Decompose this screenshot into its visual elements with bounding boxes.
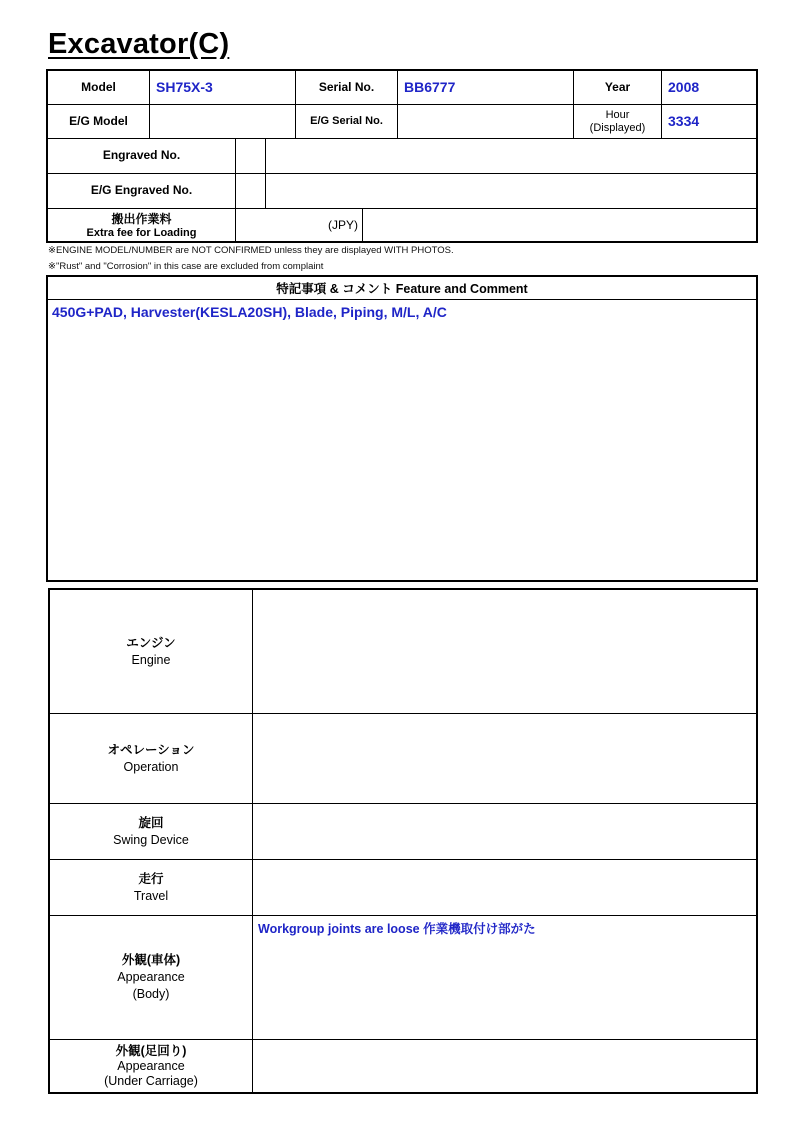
loading-fee-label [48,209,236,243]
hour-label [574,105,662,139]
section-operation-jp: オペレーション [107,742,195,757]
serial-label: Serial No. [296,71,398,105]
hour-label-line1: Hour [605,109,630,122]
eg-serial-value [398,105,574,139]
section-undercarriage-jp: 外観(足回り) [115,1043,187,1058]
section-operation-en: Operation [123,759,179,774]
engraved-label: Engraved No. [48,139,236,174]
hour-value: 3334 [662,105,758,139]
section-travel-en: Travel [133,888,169,903]
eg-model-label: E/G Model [48,105,150,139]
feature-box [46,275,758,582]
feature-text: 450G+PAD, Harvester(KESLA20SH), Blade, Piping, M/L, A/C [52,304,447,320]
section-body-comment: Workgroup joints are loose 作業機取付け部がた [253,916,756,1040]
loading-fee-label-jp: 搬出作業料 [111,212,172,227]
eg-serial-label: E/G Serial No. [296,105,398,139]
section-swing-jp: 旋回 [138,815,164,830]
year-value: 2008 [662,71,758,105]
section-engine-comment [253,590,756,714]
model-label: Model [48,71,150,105]
section-operation-comment [253,714,756,804]
section-travel-comment [253,860,756,916]
header-table [46,69,758,243]
section-travel-label [50,860,253,916]
section-body-en: Appearance [117,970,185,985]
section-swing-comment [253,804,756,860]
note-rust: ※"Rust" and "Corrosion" in this case are excluded from complaint [48,261,324,272]
section-travel-jp: 走行 [138,871,164,886]
section-body-en2: (Body) [132,986,170,1001]
eg-model-value [150,105,296,139]
section-body-jp: 外観(車体) [121,953,181,968]
engraved-value [266,139,758,174]
loading-fee-extra [362,209,758,243]
year-label: Year [574,71,662,105]
section-body-label [50,916,253,1040]
loading-fee-label-en: Extra fee for Loading [86,226,197,239]
eg-engraved-value [266,174,758,209]
section-operation-label [50,714,253,804]
inspection-table [48,588,758,1094]
section-undercarriage-en: Appearance [117,1058,185,1073]
hour-label-line2: (Displayed) [589,121,646,134]
model-value: SH75X-3 [150,71,296,105]
eg-engraved-small-cell [236,174,266,209]
section-undercarriage-label [50,1040,253,1092]
loading-fee-value [236,209,362,243]
section-swing-label [50,804,253,860]
serial-value: BB6777 [398,71,574,105]
section-engine-en: Engine [131,652,171,667]
feature-heading: 特記事項 & コメント Feature and Comment [48,277,756,300]
section-undercarriage-en2: (Under Carriage) [104,1073,198,1088]
document-title: Excavator(C) [48,28,230,60]
section-swing-en: Swing Device [113,832,189,847]
engraved-small-cell [236,139,266,174]
loading-fee-currency: (JPY) [328,218,358,233]
section-engine-jp: エンジン [126,635,176,650]
eg-engraved-label: E/G Engraved No. [48,174,236,209]
note-engine: ※ENGINE MODEL/NUMBER are NOT CONFIRMED unless they are displayed WITH PHOTOS. [48,245,454,256]
section-engine-label [50,590,253,714]
section-undercarriage-comment [253,1040,756,1092]
